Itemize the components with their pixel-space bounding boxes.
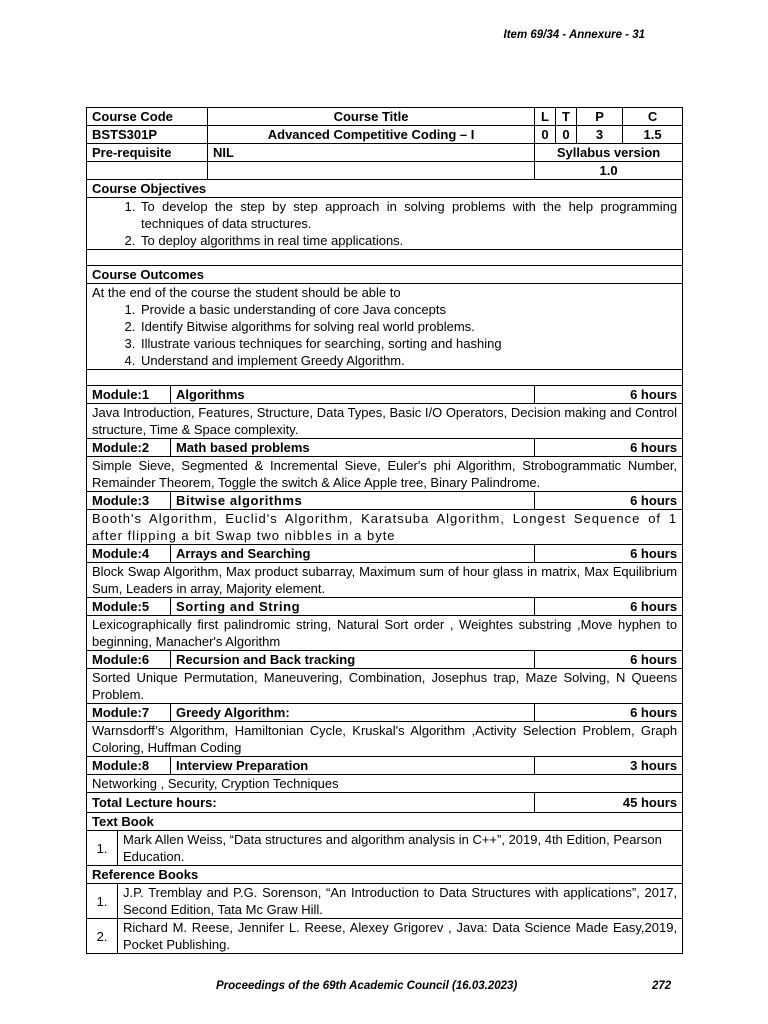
syllabus-version-label: Syllabus version	[535, 144, 683, 162]
module-title: Math based problems	[171, 439, 535, 457]
outcomes-list	[92, 301, 677, 369]
module-header-row	[87, 492, 683, 510]
module-title: Algorithms	[171, 386, 535, 404]
module-header-row	[87, 386, 683, 404]
outcome-item: 1. Provide a basic understanding of core Java concepts	[139, 301, 677, 318]
textbook-text: Mark Allen Weiss, “Data structures and algorithm analysis in C++”, 2019, 4th Edition, Pearson Education.	[118, 831, 683, 866]
module-label: Module:8	[87, 757, 171, 775]
course-values-row	[87, 126, 683, 144]
module-hours: 6 hours	[535, 651, 683, 669]
module-hours: 6 hours	[535, 598, 683, 616]
reference-row	[87, 919, 683, 954]
prerequisite-row	[87, 144, 683, 162]
module-label: Module:7	[87, 704, 171, 722]
total-hours-row	[87, 793, 683, 813]
module-header-row	[87, 545, 683, 563]
module-header-row	[87, 757, 683, 775]
module-label: Module:1	[87, 386, 171, 404]
l-value: 0	[535, 126, 556, 144]
reference-number: 2.	[87, 919, 118, 954]
textbook-number: 1.	[87, 831, 118, 866]
annexure-header: Item 69/34 - Annexure - 31	[503, 29, 645, 41]
syllabus-table	[86, 107, 683, 954]
module-title: Arrays and Searching	[171, 545, 535, 563]
module-title: Sorting and String	[171, 598, 535, 616]
outcomes-intro: At the end of the course the student should be able to	[92, 285, 401, 300]
proceedings-text: Proceedings of the 69th Academic Council (16.03.2023)	[216, 980, 518, 992]
module-title: Greedy Algorithm:	[171, 704, 535, 722]
module-label: Module:5	[87, 598, 171, 616]
syllabus-version: 1.0	[535, 162, 683, 180]
objective-item: 2. To deploy algorithms in real time applications.	[139, 232, 677, 249]
total-hours-label: Total Lecture hours:	[87, 793, 535, 813]
module-hours: 6 hours	[535, 439, 683, 457]
reference-books-heading: Reference Books	[87, 866, 683, 884]
module-content: Block Swap Algorithm, Max product subarray, Maximum sum of hour glass in matrix, Max Equilibrium Sum, Leaders in array, Majority element.	[87, 563, 683, 598]
course-header-row	[87, 108, 683, 126]
module-title: Interview Preparation	[171, 757, 535, 775]
syllabus-version-row	[87, 162, 683, 180]
page-number: 272	[652, 980, 672, 992]
module-label: Module:6	[87, 651, 171, 669]
p-value: 3	[577, 126, 623, 144]
module-content: Booth's Algorithm, Euclid's Algorithm, Karatsuba Algorithm, Longest Sequence of 1 after flipping a bit Swap two nibbles in a byte	[87, 510, 683, 545]
objectives-list-cell	[87, 198, 683, 250]
module-label: Module:2	[87, 439, 171, 457]
outcome-item: 3. Illustrate various techniques for searching, sorting and hashing	[139, 335, 677, 352]
p-label: P	[577, 108, 623, 126]
module-content: Warnsdorff’s Algorithm, Hamiltonian Cycle, Kruskal's Algorithm ,Activity Selection Problem, Graph Coloring, Huffman Coding	[87, 722, 683, 757]
module-header-row	[87, 439, 683, 457]
c-label: C	[623, 108, 683, 126]
course-title-label: Course Title	[208, 108, 535, 126]
module-header-row	[87, 651, 683, 669]
textbook-heading: Text Book	[87, 813, 683, 831]
module-title: Recursion and Back tracking	[171, 651, 535, 669]
module-content: Networking , Security, Cryption Techniques	[87, 775, 683, 793]
module-title: Bitwise algorithms	[171, 492, 535, 510]
module-header-row	[87, 704, 683, 722]
module-content: Simple Sieve, Segmented & Incremental Sieve, Euler's phi Algorithm, Strobogrammatic Number, Remainder Theorem, Toggle the switch & Alice Apple tree, Binary Palindrome.	[87, 457, 683, 492]
module-hours: 3 hours	[535, 757, 683, 775]
module-label: Module:4	[87, 545, 171, 563]
objective-item: 1. To develop the step by step approach in solving problems with the help programming techniques of data structures.	[139, 198, 677, 232]
module-label: Module:3	[87, 492, 171, 510]
reference-row	[87, 884, 683, 919]
module-hours: 6 hours	[535, 704, 683, 722]
reference-number: 1.	[87, 884, 118, 919]
reference-text: J.P. Tremblay and P.G. Sorenson, “An Introduction to Data Structures with applications”, 2017, Second Edition, Tata Mc Graw Hill.	[118, 884, 683, 919]
t-label: T	[556, 108, 577, 126]
outcomes-heading: Course Outcomes	[87, 266, 683, 284]
outcome-item: 4. Understand and implement Greedy Algorithm.	[139, 352, 677, 369]
course-title: Advanced Competitive Coding – I	[208, 126, 535, 144]
module-content: Java Introduction, Features, Structure, Data Types, Basic I/O Operators, Decision making and Control structure, Time & Space complexity.	[87, 404, 683, 439]
module-header-row	[87, 598, 683, 616]
t-value: 0	[556, 126, 577, 144]
textbook-row	[87, 831, 683, 866]
course-code: BSTS301P	[87, 126, 208, 144]
module-hours: 6 hours	[535, 492, 683, 510]
objectives-heading: Course Objectives	[87, 180, 683, 198]
reference-text: Richard M. Reese, Jennifer L. Reese, Alexey Grigorev , Java: Data Science Made Easy,2019, Pocket Publishing.	[118, 919, 683, 954]
module-content: Sorted Unique Permutation, Maneuvering, Combination, Josephus trap, Maze Solving, N Queens Problem.	[87, 669, 683, 704]
prerequisite-value: NIL	[208, 144, 535, 162]
total-hours-value: 45 hours	[535, 793, 683, 813]
outcomes-cell	[87, 284, 683, 370]
course-code-label: Course Code	[87, 108, 208, 126]
module-hours: 6 hours	[535, 545, 683, 563]
c-value: 1.5	[623, 126, 683, 144]
l-label: L	[535, 108, 556, 126]
prerequisite-label: Pre-requisite	[87, 144, 208, 162]
module-hours: 6 hours	[535, 386, 683, 404]
outcome-item: 2. Identify Bitwise algorithms for solving real world problems.	[139, 318, 677, 335]
objectives-list	[92, 198, 677, 249]
module-content: Lexicographically first palindromic string, Natural Sort order , Weightes substring ,Move hyphen to beginning, Manacher's Algorithm	[87, 616, 683, 651]
